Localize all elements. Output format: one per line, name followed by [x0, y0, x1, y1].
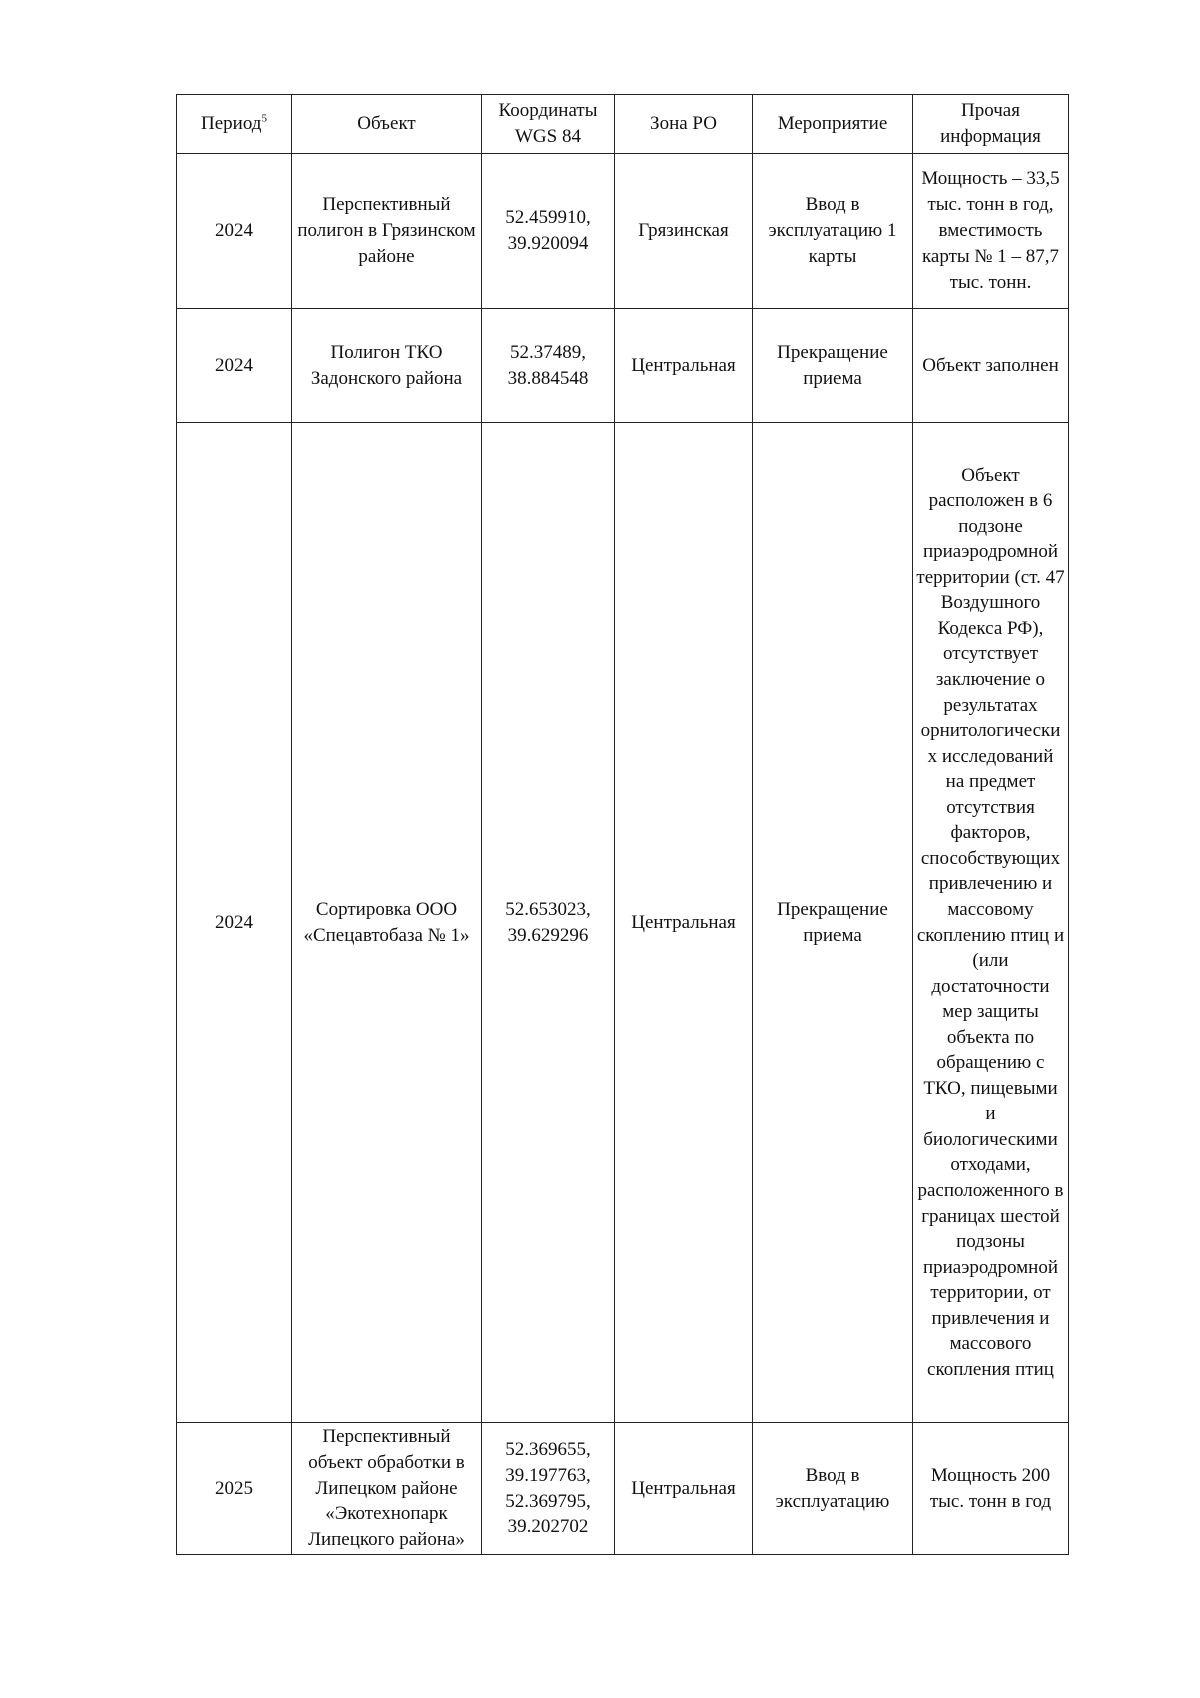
header-zone: Зона РО [615, 95, 753, 154]
header-event: Мероприятие [753, 95, 913, 154]
cell-object: Перспективный полигон в Грязинском районе [292, 154, 482, 309]
cell-event: Прекращение приема [753, 309, 913, 423]
header-object: Объект [292, 95, 482, 154]
footnote-marker: 5 [261, 112, 267, 125]
cell-info: Объект заполнен [913, 309, 1069, 423]
cell-period: 2024 [177, 309, 292, 423]
waste-facilities-table [176, 94, 1069, 1555]
cell-event: Ввод в эксплуатацию [753, 1423, 913, 1555]
table-row [177, 1423, 1069, 1555]
header-info: Прочая информация [913, 95, 1069, 154]
table-header-row [177, 95, 1069, 154]
cell-object: Перспективный объект обработки в Липецком районе «Экотехнопарк Липецкого района» [292, 1423, 482, 1555]
cell-info: Мощность – 33,5 тыс. тонн в год, вместимость карты № 1 – 87,7 тыс. тонн. [913, 154, 1069, 309]
cell-event: Ввод в эксплуатацию 1 карты [753, 154, 913, 309]
cell-object: Полигон ТКО Задонского района [292, 309, 482, 423]
cell-period: 2025 [177, 1423, 292, 1555]
header-period [177, 95, 292, 154]
cell-info: Мощность 200 тыс. тонн в год [913, 1423, 1069, 1555]
cell-period: 2024 [177, 423, 292, 1423]
table-row [177, 309, 1069, 423]
cell-period: 2024 [177, 154, 292, 309]
table-row [177, 154, 1069, 309]
table-row [177, 423, 1069, 1423]
cell-zone: Центральная [615, 1423, 753, 1555]
cell-event: Прекращение приема [753, 423, 913, 1423]
cell-coordinates: 52.653023, 39.629296 [482, 423, 615, 1423]
cell-zone: Грязинская [615, 154, 753, 309]
header-period-label: Период [201, 113, 262, 135]
cell-object: Сортировка ООО «Спецавтобаза № 1» [292, 423, 482, 1423]
cell-coordinates: 52.37489, 38.884548 [482, 309, 615, 423]
cell-coordinates: 52.459910, 39.920094 [482, 154, 615, 309]
cell-coordinates: 52.369655, 39.197763, 52.369795, 39.202702 [482, 1423, 615, 1555]
cell-zone: Центральная [615, 309, 753, 423]
cell-info: Объект расположен в 6 подзоне приаэродромной территории (ст. 47 Воздушного Кодекса РФ), отсутствует заключение о результатах орнитологических исследований на предмет отсутствия факторов, способствующих привлечению и массовому скоплению птиц и (или достаточности мер защиты объекта по обращению с ТКО, пищевыми и биологическими отходами, расположенного в границах шестой подзоны приаэродромной территории, от привлечения и массового скопления птиц [913, 423, 1069, 1423]
header-coordinates: Координаты WGS 84 [482, 95, 615, 154]
cell-zone: Центральная [615, 423, 753, 1423]
